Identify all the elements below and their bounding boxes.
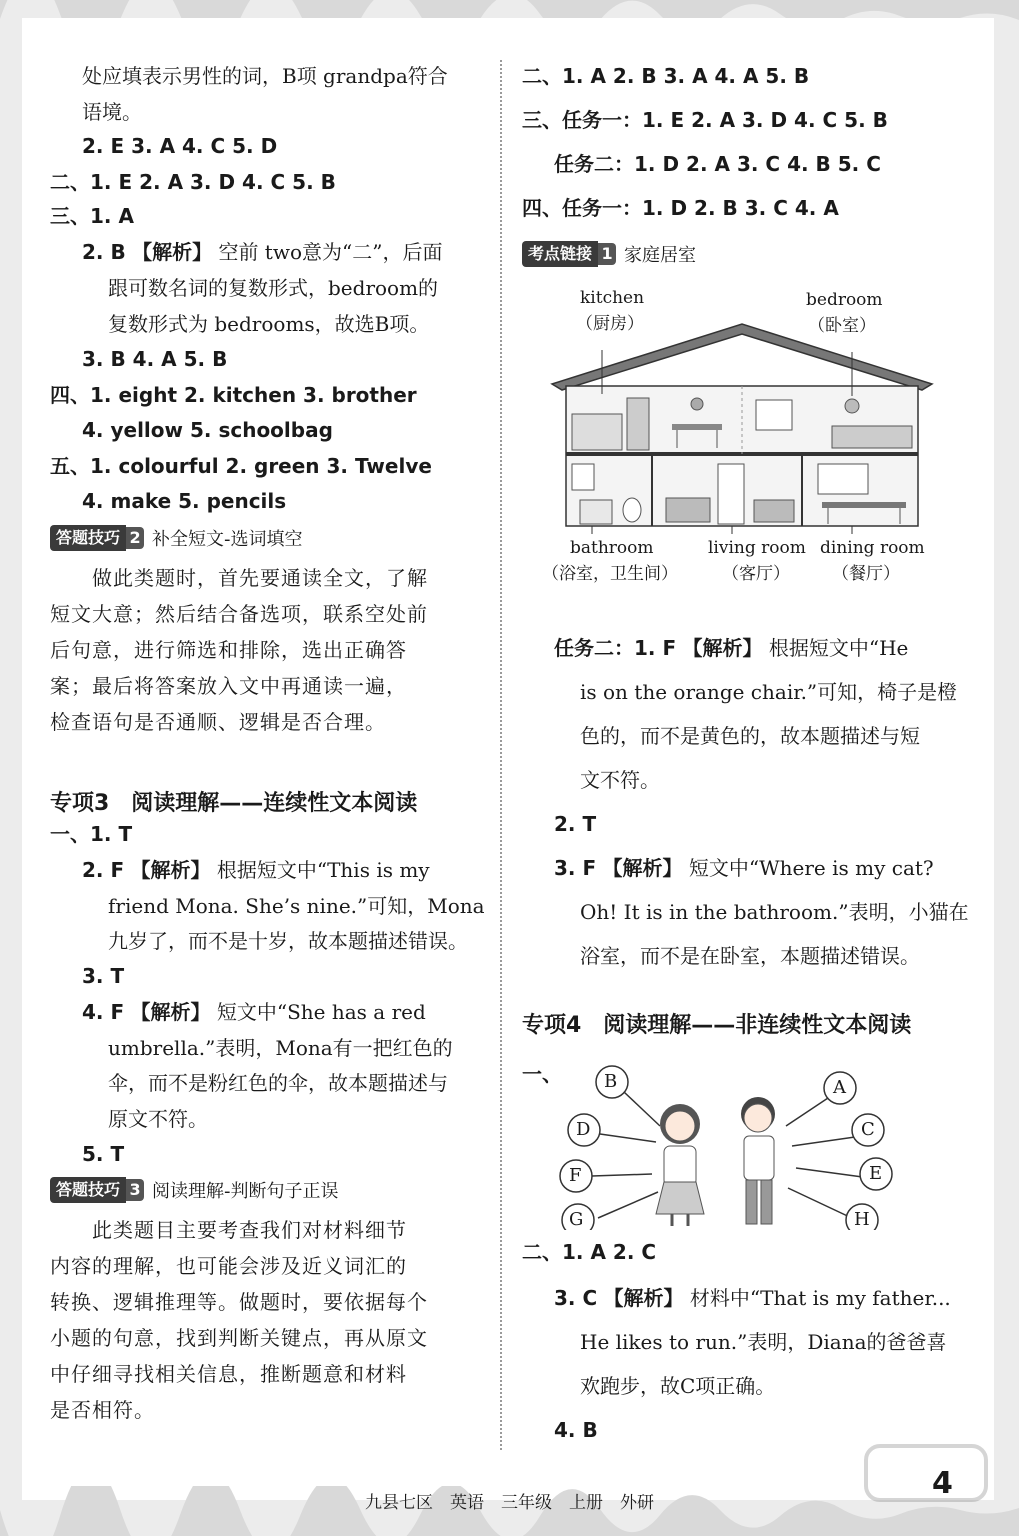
answer-line <box>82 856 430 884</box>
answer-line: 三、1. A <box>50 204 134 228</box>
tip-paragraph <box>50 560 470 740</box>
option-letter: H <box>854 1209 870 1230</box>
living-room-cn-label: （客厅） <box>722 564 790 584</box>
column-divider <box>500 60 502 1450</box>
analysis-text: 跟可数名词的复数形式，bedroom的 <box>108 276 439 300</box>
analysis-text: is on the orange chair.”可知，椅子是橙 <box>580 680 958 704</box>
matching-illustration <box>552 1064 932 1230</box>
answer-key: 2. B <box>82 240 126 264</box>
answer-line: 一、1. T <box>50 822 133 846</box>
tip-badge-number: 3 <box>126 1179 144 1201</box>
living-room-label: living room <box>708 538 806 558</box>
tip-title: 补全短文-选词填空 <box>152 529 303 550</box>
tip-badge-number: 2 <box>126 527 144 549</box>
analysis-text: 色的，而不是黄色的，故本题描述与短 <box>580 724 920 748</box>
boy-figure <box>741 1097 775 1224</box>
answer-key: 3. F <box>554 856 597 880</box>
analysis-tag: 【解析】 <box>602 856 683 880</box>
bedroom-cn-label: （卧室） <box>808 316 876 336</box>
analysis-text: 空前 two意为“二”，后面 <box>218 240 443 264</box>
kitchen-label: kitchen <box>580 288 645 308</box>
page-number: 4 <box>932 1466 953 1501</box>
tip-paragraph <box>50 1212 470 1428</box>
tip-line: 中仔细寻找相关信息，推断题意和材料 <box>50 1362 407 1386</box>
analysis-tag: 【解析】 <box>603 1286 684 1310</box>
option-letter: C <box>861 1119 875 1140</box>
section-heading: 专项3 阅读理解——连续性文本阅读 <box>50 791 418 816</box>
answer-line: 4. make 5. pencils <box>82 489 287 513</box>
answer-line: 二、1. A 2. C <box>522 1240 657 1264</box>
option-letter: G <box>569 1209 584 1230</box>
analysis-text: friend Mona. She’s nine.”可知，Mona <box>108 894 485 918</box>
link-badge <box>522 240 696 268</box>
tip-badge <box>50 1176 339 1204</box>
analysis-text: 浴室，而不是在卧室，本题描述错误。 <box>580 944 920 968</box>
analysis-tag: 【解析】 <box>132 240 213 264</box>
answer-line: 2. E 3. A 4. C 5. D <box>82 134 278 158</box>
analysis-text: 根据短文中“This is my <box>216 858 430 882</box>
tip-badge-label: 答题技巧 <box>50 1177 126 1203</box>
option-letter: B <box>604 1071 618 1092</box>
answer-line: 2. T <box>554 812 597 836</box>
analysis-text: 根据短文中“He <box>768 636 909 660</box>
answer-line: 四、1. eight 2. kitchen 3. brother <box>50 383 417 407</box>
tip-line: 案；最后将答案放入文中再通读一遍， <box>50 674 407 698</box>
answer-line <box>82 998 426 1026</box>
dining-room-label: dining room <box>820 538 925 558</box>
tip-title: 阅读理解-判断句子正误 <box>152 1181 339 1202</box>
option-letter: E <box>869 1163 883 1184</box>
analysis-tag: 【解析】 <box>130 858 211 882</box>
answer-line: 二、1. A 2. B 3. A 4. A 5. B <box>522 64 810 88</box>
house-drawing <box>532 314 952 534</box>
tip-badge <box>50 524 303 552</box>
tip-line: 小题的句意，找到判断关键点，再从原文 <box>50 1326 428 1350</box>
answer-key: 4. F <box>82 1000 125 1024</box>
girl-figure <box>656 1104 704 1226</box>
section-heading: 专项4 阅读理解——非连续性文本阅读 <box>522 1013 912 1038</box>
link-badge-label: 考点链接 <box>522 241 598 267</box>
answer-line <box>554 1284 951 1312</box>
house-illustration <box>532 284 952 584</box>
analysis-text: 短文中“She has a red <box>216 1000 426 1024</box>
answer-line: 语境。 <box>82 100 142 124</box>
bathroom-label: bathroom <box>570 538 654 558</box>
option-letter: F <box>569 1165 582 1186</box>
answer-line: 任务二：1. D 2. A 3. C 4. B 5. C <box>554 152 881 176</box>
analysis-text: He likes to run.”表明，Diana的爸爸喜 <box>580 1330 947 1354</box>
answer-line: 五、1. colourful 2. green 3. Twelve <box>50 454 432 478</box>
answer-line: 四、任务一：1. D 2. B 3. C 4. A <box>522 196 839 220</box>
answer-line: 三、任务一：1. E 2. A 3. D 4. C 5. B <box>522 108 888 132</box>
answer-line <box>554 854 934 882</box>
answer-line: 3. T <box>82 964 125 988</box>
analysis-text: Oh! It is in the bathroom.”表明，小猫在 <box>580 900 969 924</box>
answer-key: 3. C <box>554 1286 598 1310</box>
analysis-text: 九岁了，而不是十岁，故本题描述错误。 <box>108 929 468 953</box>
page-footer: 九县七区 英语 三年级 上册 外研 <box>365 1493 654 1513</box>
analysis-tag: 【解析】 <box>682 636 763 660</box>
analysis-text: 复数形式为 bedrooms，故选B项。 <box>108 312 430 336</box>
link-badge-number: 1 <box>598 243 616 265</box>
analysis-text: 文不符。 <box>580 768 660 792</box>
tip-line: 是否相符。 <box>50 1398 155 1422</box>
answer-line: 4. yellow 5. schoolbag <box>82 418 333 442</box>
bedroom-label: bedroom <box>806 290 883 310</box>
answer-line: 5. T <box>82 1142 125 1166</box>
tip-line: 转换、逻辑推理等。做题时，要依据每个 <box>50 1290 428 1314</box>
tip-line: 内容的理解，也可能会涉及近义词汇的 <box>50 1254 407 1278</box>
answer-line <box>554 634 908 662</box>
dining-room-cn-label: （餐厅） <box>832 564 900 584</box>
bathroom-cn-label: （浴室，卫生间） <box>542 564 678 584</box>
kitchen-cn-label: （厨房） <box>576 314 644 334</box>
option-letter: D <box>576 1119 591 1140</box>
analysis-text: 欢跑步，故C项正确。 <box>580 1374 776 1398</box>
answer-line: 4. B <box>554 1418 598 1442</box>
option-letter: A <box>833 1077 846 1098</box>
answer-key: 2. F <box>82 858 125 882</box>
answer-key: 任务二：1. F <box>554 636 677 660</box>
analysis-text: 短文中“Where is my cat? <box>688 856 934 880</box>
analysis-text: 原文不符。 <box>108 1107 208 1131</box>
analysis-text: 伞，而不是粉红色的伞，故本题描述与 <box>108 1071 448 1095</box>
tip-line: 此类题目主要考查我们对材料细节 <box>50 1218 407 1242</box>
answer-line: 3. B 4. A 5. B <box>82 347 228 371</box>
watermark-logo <box>860 1440 1000 1528</box>
tip-badge-label: 答题技巧 <box>50 525 126 551</box>
answer-line: 一、 <box>522 1062 562 1086</box>
answer-line: 处应填表示男性的词，B项 grandpa符合 <box>82 64 448 88</box>
answer-line: 二、1. E 2. A 3. D 4. C 5. B <box>50 170 336 194</box>
tip-line: 检查语句是否通顺、逻辑是否合理。 <box>50 710 386 734</box>
tip-line: 做此类题时，首先要通读全文，了解 <box>50 566 428 590</box>
analysis-text: umbrella.”表明，Mona有一把红色的 <box>108 1036 453 1060</box>
tip-line: 后句意，进行筛选和排除，选出正确答 <box>50 638 407 662</box>
tip-line: 短文大意；然后结合备选项，联系空处前 <box>50 602 428 626</box>
analysis-tag: 【解析】 <box>130 1000 211 1024</box>
analysis-text: 材料中“That is my father... <box>689 1286 951 1310</box>
link-title: 家庭居室 <box>624 245 697 266</box>
answer-line <box>82 238 442 266</box>
